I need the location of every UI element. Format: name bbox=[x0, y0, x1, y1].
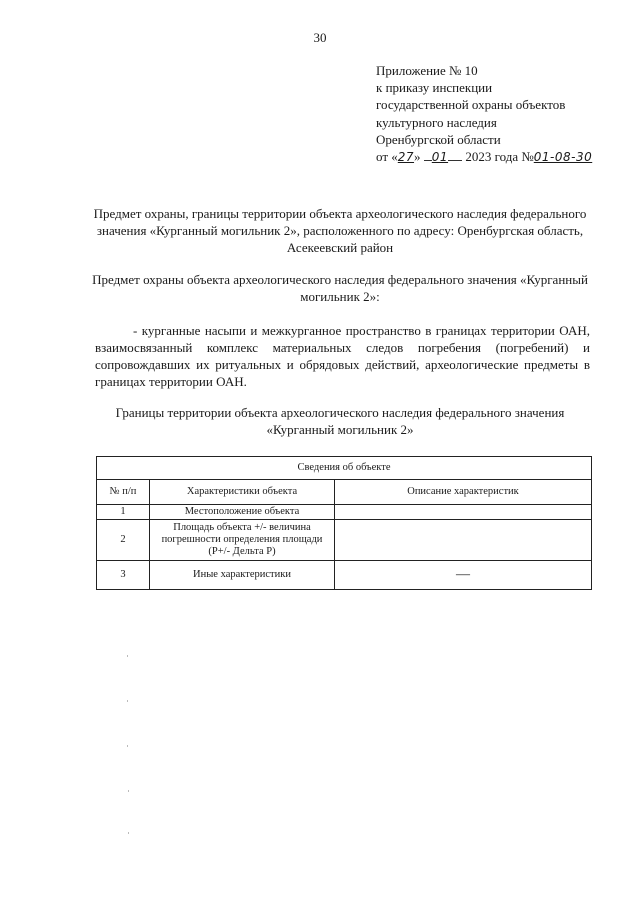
row-description bbox=[335, 520, 592, 561]
column-header-characteristic: Характеристики объекта bbox=[150, 480, 335, 505]
appendix-date-line bbox=[376, 148, 592, 166]
scan-speck bbox=[127, 700, 128, 702]
date-month: 01 bbox=[431, 150, 449, 165]
row-description: — bbox=[335, 561, 592, 590]
table-row bbox=[97, 505, 592, 520]
table-row bbox=[97, 561, 592, 590]
scan-speck bbox=[127, 745, 128, 747]
scan-speck bbox=[127, 655, 128, 657]
boundaries-heading: Границы территории объекта археологического наследия федерального значения «Курганный могильник 2» bbox=[115, 405, 565, 437]
row-number: 3 bbox=[97, 561, 150, 590]
table-title: Сведения об объекте bbox=[97, 457, 592, 480]
column-header-description: Описание характеристик bbox=[335, 480, 592, 505]
date-mid: » bbox=[414, 149, 421, 165]
date-year: 2023 года № bbox=[465, 149, 534, 165]
row-characteristic: Местоположение объекта bbox=[150, 505, 335, 520]
order-number: 01-08-30 bbox=[533, 150, 593, 165]
row-description bbox=[335, 505, 592, 520]
row-number: 2 bbox=[97, 520, 150, 561]
scan-speck bbox=[128, 832, 129, 834]
row-characteristic: Площадь объекта +/- величина погрешности определения площади (Р+/- Дельта Р) bbox=[150, 520, 335, 561]
date-prefix: от « bbox=[376, 149, 398, 165]
appendix-line: к приказу инспекции bbox=[376, 80, 493, 96]
appendix-line: Приложение № 10 bbox=[376, 63, 478, 78]
appendix-line: государственной охраны объектов bbox=[376, 97, 566, 113]
appendix-block bbox=[376, 62, 592, 166]
subject-text: - курганные насыпи и межкурганное пространство в границах территории ОАН, взаимосвязанный комплекс материальных следов погребения (погребений) и сопровождавших их ритуальных и обрядовых действий, археологические предметы в границах территории ОАН. bbox=[95, 323, 590, 389]
scan-speck bbox=[128, 790, 129, 792]
column-header-number: № п/п bbox=[97, 480, 150, 505]
row-characteristic: Иные характеристики bbox=[150, 561, 335, 590]
appendix-line: культурного наследия bbox=[376, 114, 497, 130]
subject-heading: Предмет охраны объекта археологического наследия федерального значения «Курганный могильник 2»: bbox=[92, 272, 588, 304]
subject-paragraph bbox=[95, 322, 590, 390]
object-info-table bbox=[96, 456, 592, 590]
row-number: 1 bbox=[97, 505, 150, 520]
main-heading: Предмет охраны, границы территории объекта археологического наследия федерального значения «Курганный могильник 2», расположенного по адресу: Оренбургская область, Асекеевский район bbox=[93, 206, 587, 255]
appendix-line: Оренбургской области bbox=[376, 131, 501, 147]
table-row bbox=[97, 520, 592, 561]
page-number: 30 bbox=[313, 30, 327, 45]
date-day: 27 bbox=[397, 150, 415, 165]
